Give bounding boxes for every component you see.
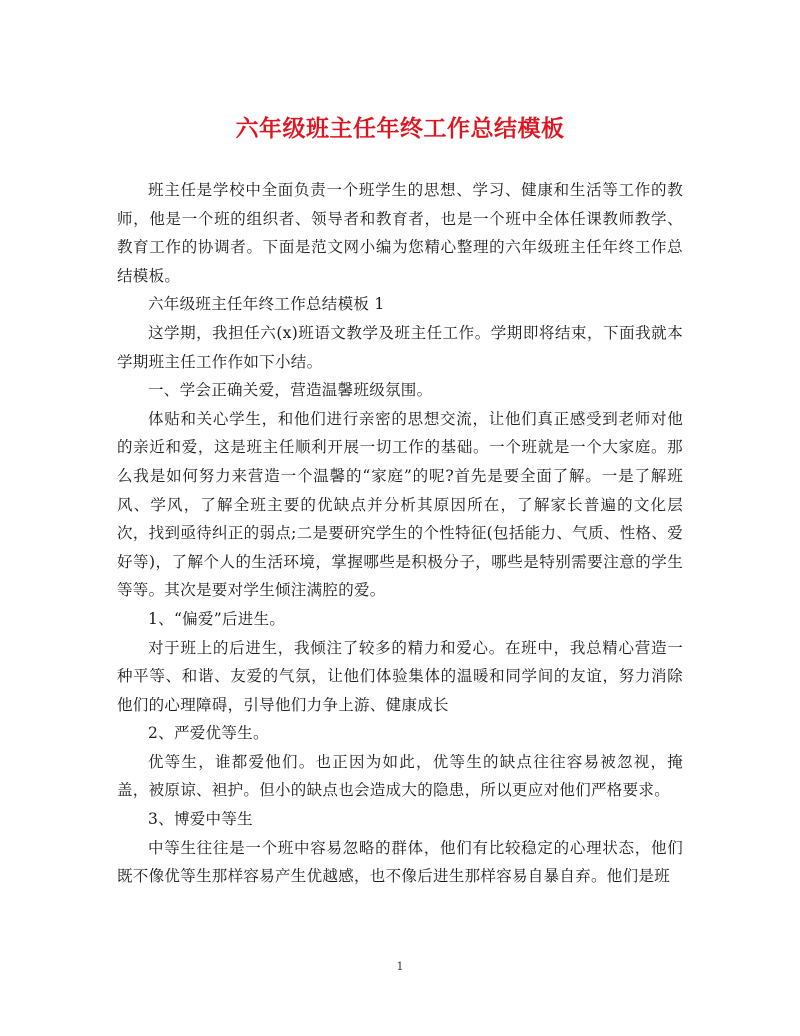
document-body bbox=[117, 176, 683, 891]
paragraph-top-students: 优等生，谁都爱他们。也正因为如此，优等生的缺点往往容易被忽视，掩盖，被原谅、袒护。但小的缺点也会造成大的隐患，所以更应对他们严格要求。 bbox=[117, 752, 683, 800]
section-heading-1: 一、学会正确关爱，营造温馨班级氛围。 bbox=[148, 381, 433, 400]
document-title: 六年级班主任年终工作总结模板 bbox=[235, 116, 565, 142]
paragraph-struggling-students: 对于班上的后进生，我倾注了较多的精力和爱心。在班中，我总精心营造一种平等、和谐、友爱的气氛，让他们体验集体的温暖和同学间的友谊，努力消除他们的心理障碍，引导他们力争上游、健康成长 bbox=[117, 638, 683, 714]
paragraph-intro: 班主任是学校中全面负责一个班学生的思想、学习、健康和生活等工作的教师，他是一个班的组织者、领导者和教育者，也是一个班中全体任课教师教学、教育工作的协调者。下面是范文网小编为您精心整理的六年级班主任年终工作总结模板。 bbox=[117, 181, 683, 285]
subheading-3: 3、博爱中等生 bbox=[148, 810, 253, 829]
subheading-2: 2、严爱优等生。 bbox=[148, 724, 269, 743]
page-number: 1 bbox=[396, 960, 404, 973]
paragraph-care-students: 体贴和关心学生，和他们进行亲密的思想交流，让他们真正感受到老师对他的亲近和爱，这是班主任顺利开展一切工作的基础。一个班就是一个大家庭。那么我是如何努力来营造一个温馨的“家庭”的呢?首先是要全面了解。一是了解班风、学风，了解全班主要的优缺点并分析其原因所在，了解家长普遍的文化层次，找到亟待纠正的弱点;二是要研究学生的个性特征(包括能力、气质、性格、爱好等)，了解个人的生活环境，掌握哪些是积极分子，哪些是特别需要注意的学生等等。其次是要对学生倾注满腔的爱。 bbox=[117, 409, 683, 600]
subheading-1: 1、“偏爱”后进生。 bbox=[148, 609, 286, 628]
paragraph-template-heading: 六年级班主任年终工作总结模板 1 bbox=[148, 295, 385, 314]
paragraph-average-students: 中等生往往是一个班中容易忽略的群体，他们有比较稳定的心理状态，他们既不像优等生那样容易产生优越感，也不像后进生那样容易自暴自弃。他们是班 bbox=[117, 838, 683, 886]
paragraph-semester-summary: 这学期，我担任六(x)班语文教学及班主任工作。学期即将结束，下面我就本学期班主任工作作如下小结。 bbox=[117, 323, 683, 371]
